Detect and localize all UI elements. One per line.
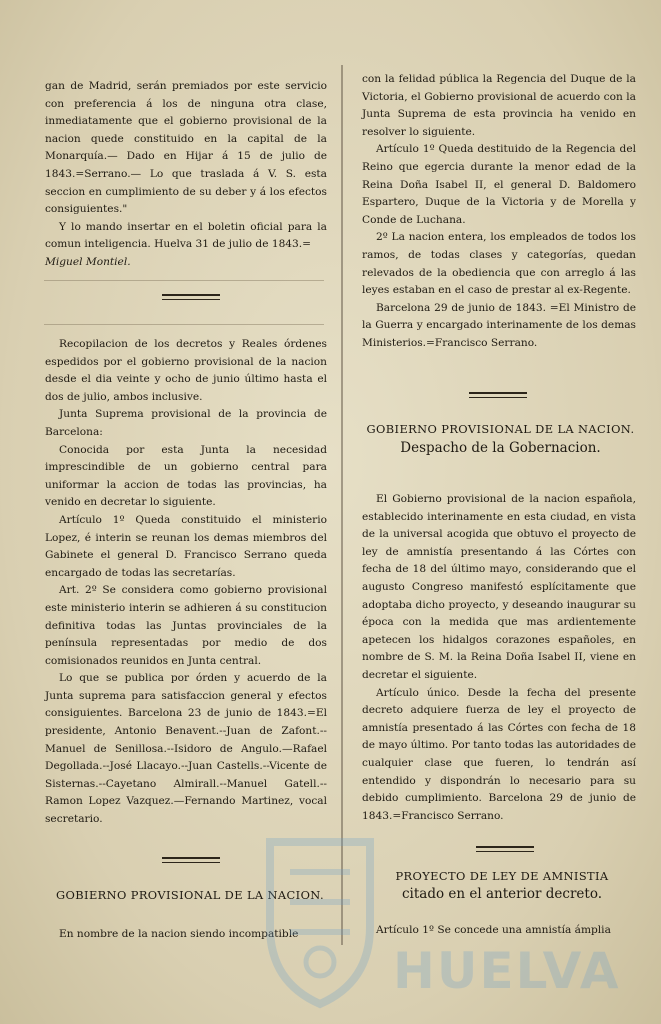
right-heading-block-2 [362, 869, 642, 902]
left-column [45, 78, 327, 272]
section-rule [162, 857, 220, 863]
right-heading-block [358, 422, 643, 456]
thin-rule [44, 324, 324, 325]
left-heading-block [45, 888, 335, 902]
right-column-tail [362, 922, 636, 940]
left-order-paragraph: Y lo mando insertar en el boletin oficial para la comun inteligencia. Huelva 31 de julio de 1843.= Miguel Montiel. [45, 220, 327, 268]
section-rule [469, 392, 527, 398]
conocida-paragraph: Conocida por esta Junta la necesidad imprescindible de un gobierno central para uniformar la accion de todas las provincias, ha venido en decretar lo siguiente. [45, 443, 327, 509]
articulo-unico: Artículo único. Desde la fecha del presente decreto adquiere fuerza de ley el proyecto de amnistía presentado á las Córtes con fecha de 18 de mayo último. Por tanto todas las autoridades de cualquier clase que fueren, lo tendrán así entendido y dispondrán lo necesario para su debido cumplimiento. Barcelona 29 de junio de 1843.=Francisco Serrano. [362, 686, 636, 822]
right-column-section-2 [362, 491, 636, 825]
left-section-heading: GOBIERNO PROVISIONAL DE LA NACION. [56, 888, 324, 902]
watermark-text: HUELVA [393, 942, 621, 1000]
right-section-heading: GOBIERNO PROVISIONAL DE LA NACION. [366, 422, 635, 436]
left-last-line: En nombre de la nacion siendo incompatible [59, 928, 299, 940]
thin-rule [44, 280, 324, 281]
section-rule [476, 846, 534, 852]
right-column [362, 71, 636, 353]
right-last-line: Artículo 1º Se concede una amnistía ámplia [376, 924, 611, 936]
right-article-1: Artículo 1º Queda destituido de la Regencia del Reino que egercia durante la menor edad de la Reina Doña Isabel II, el general D. Baldomero Espartero, Duque de la Victoria y de Morella y Conde de Luchana. [362, 143, 636, 226]
barcelona-paragraph: Barcelona 29 de junio de 1843. =El Ministro de la Guerra y encargado interinamente de los demas Ministerios.=Francisco Serrano. [362, 301, 636, 349]
left-column-section-2 [45, 336, 327, 829]
amnistia-heading: PROYECTO DE LEY DE AMNISTIA [395, 869, 609, 883]
left-column-tail [45, 926, 327, 944]
right-section-subheading: Despacho de la Gobernacion. [400, 440, 601, 456]
amnistia-subheading: citado en el anterior decreto. [401, 886, 603, 902]
right-continued-paragraph: con la felidad pública la Regencia del Duque de la Victoria, el Gobierno provisional de acuerdo con la Junta Suprema de esta provincia ha venido en resolver lo siguiente. [362, 73, 636, 138]
recopilacion-paragraph: Recopilacion de los decretos y Reales órdenes espedidos por el gobierno provisional de la nacion desde el dia veinte y ocho de junio último hasta el dos de julio, ambos inclusive. [45, 338, 327, 403]
column-divider [341, 65, 343, 945]
junta-paragraph: Junta Suprema provisional de la provincia de Barcelona: [45, 408, 327, 438]
right-article-2: 2º La nacion entera, los empleados de todos los ramos, de todas clases y categorías, quedan relevados de la obediencia que con arreglo á las leyes estaban en el caso de prestar al ex-Regente. [362, 231, 636, 297]
section-rule [162, 294, 220, 300]
decree-paragraph: El Gobierno provisional de la nacion española, establecido interinamente en esta ciudad, en vista de la universal acogida que obtuvo el proyecto de ley de amnistía presentando á las Córtes con fecha de 18 del último mayo, considerando que el augusto Congreso manifestó esplícitamente que adoptaba dicho proyecto, y deseando inaugurar su época con la medida que mas ardientemente apetecen los hidalgos corazones españoles, en nombre de S. M. la Reina Doña Isabel II, viene en decretar el siguiente. [362, 493, 636, 681]
left-continued-paragraph: gan de Madrid, serán premiados por este servicio con preferencia á los de ninguna otra clase, inmediatamente que el gobierno provisional de la nacion quede constituido en la capital de la Monarquía.— Dado en Hijar á 15 de julio de 1843.=Serrano.— Lo que traslada á V. S. esta seccion en cumplimiento de su deber y á los efectos consiguientes." [45, 80, 327, 216]
publica-paragraph: Lo que se publica por órden y acuerdo de la Junta suprema para satisfaccion general y efectos consiguientes. Barcelona 23 de junio de 1843.=El presidente, Antonio Benavent.--Juan de Zafont.--Manuel de Senillosa.--Isidoro de Angulo.—Rafael Degollada.--José Llacayo.--Juan Castells.--Vicente de Sisternas.--Cayetano Almirall.--Manuel Gatell.--Ramon Lopez Vazquez.—Fernando Martinez, vocal secretario. [45, 672, 327, 826]
left-article-2: Art. 2º Se considera como gobierno provisional este ministerio interin se adhieren á su constitucion definitiva todas las Juntas provinciales de la península representadas por medio de dos comisionados reunidos en Junta central. [45, 584, 327, 667]
signature: Miguel Montiel. [45, 255, 131, 268]
left-article-1: Artículo 1º Queda constituido el ministerio Lopez, é interin se reunan los demas miembros del Gabinete el general D. Francisco Serrano queda encargado de todas las secretarías. [45, 513, 327, 579]
